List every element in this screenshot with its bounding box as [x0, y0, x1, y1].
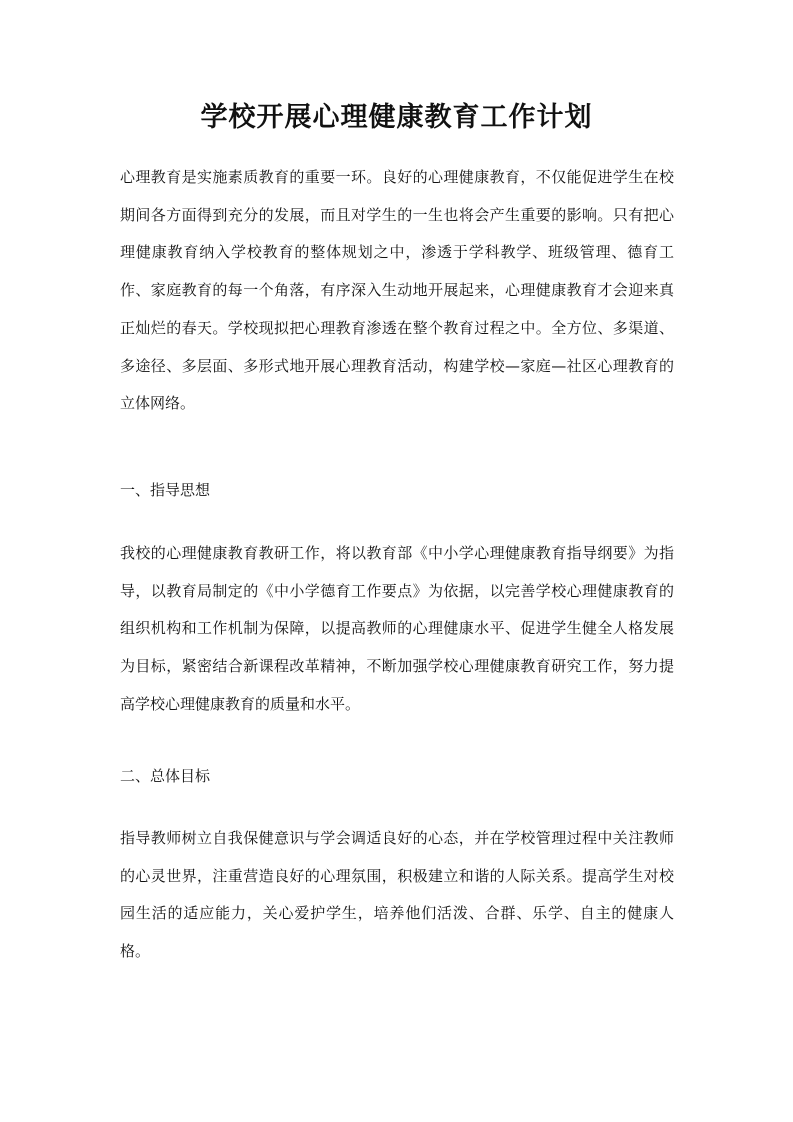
- document-title: 学校开展心理健康教育工作计划: [200, 102, 593, 133]
- section-heading-guiding-ideology: 一、指导思想: [120, 481, 211, 499]
- section-body-overall-goal: 指导教师树立自我保健意识与学会调适良好的心态，并在学校管理过程中关注教师的心灵世界，注重营造良好的心理氛围，积极建立和谐的人际关系。提高学生对校园生活的适应能力，关心爱护学生，培养他们活泼、合群、乐学、自主的健康人格。: [120, 829, 674, 961]
- section-body-guiding-ideology: 我校的心理健康教育教研工作，将以教育部《中小学心理健康教育指导纲要》为指导，以教育局制定的《中小学德育工作要点》为依据，以完善学校心理健康教育的组织机构和工作机制为保障，以提高教师的心理健康水平、促进学生健全人格发展为目标，紧密结合新课程改革精神，不断加强学校心理健康教育研究工作，努力提高学校心理健康教育的质量和水平。: [120, 544, 674, 713]
- section-heading-overall-goal: 二、总体目标: [120, 767, 211, 785]
- intro-paragraph: 心理教育是实施素质教育的重要一环。良好的心理健康教育，不仅能促进学生在校期间各方面得到充分的发展，而且对学生的一生也将会产生重要的影响。只有把心理健康教育纳入学校教育的整体规划之中，渗透于学科教学、班级管理、德育工作、家庭教育的每一个角落，有序深入生动地开展起来，心理健康教育才会迎来真正灿烂的春天。学校现拟把心理教育渗透在整个教育过程之中。全方位、多渠道、多途径、多层面、多形式地开展心理教育活动，构建学校—家庭—社区心理教育的立体网络。: [120, 168, 674, 413]
